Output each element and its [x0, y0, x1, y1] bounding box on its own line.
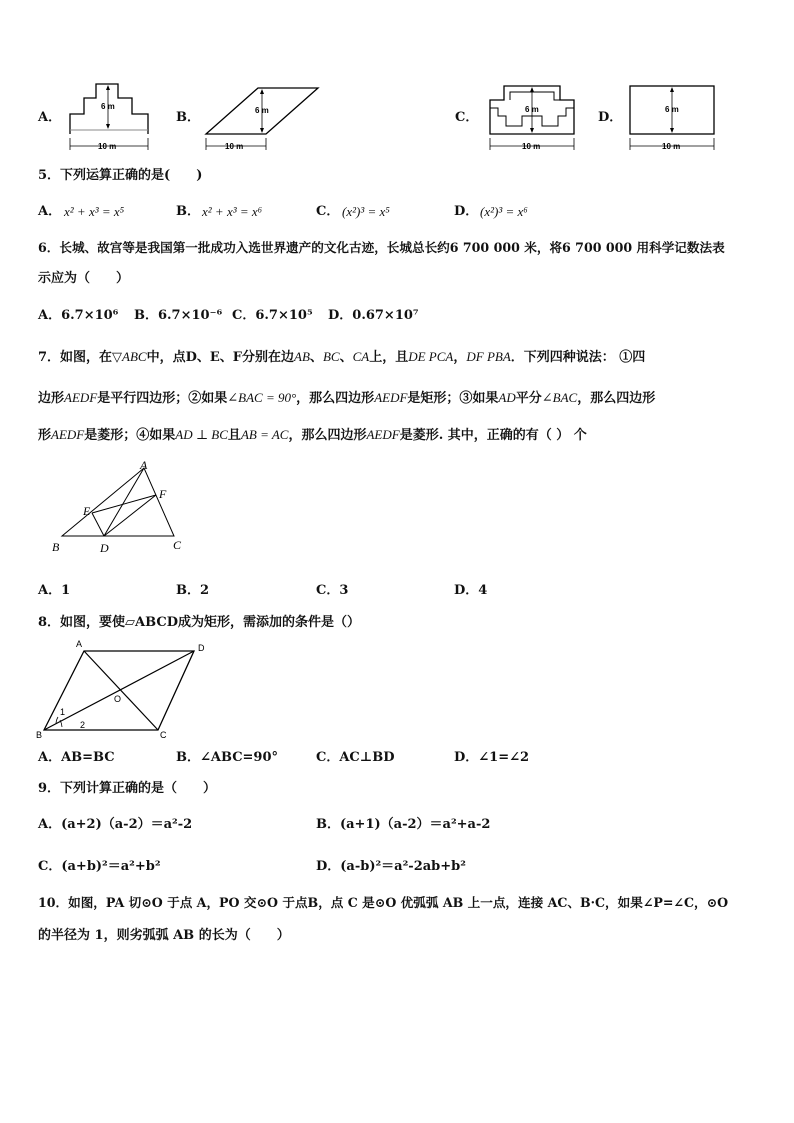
- q8-label-b: B: [36, 730, 43, 740]
- q8-option-b: B．∠ABC=90°: [176, 750, 279, 765]
- q9-option-b: B．(a+1)（a-2）＝a²+a-2: [316, 817, 491, 832]
- q8-label-angle1: 1: [60, 707, 66, 717]
- q4-b-width-label: 10 m: [225, 142, 244, 151]
- q9-option-d: D．(a-b)²＝a²-2ab+b²: [316, 859, 466, 874]
- q8-label-angle2: 2: [80, 720, 86, 730]
- q4-figure-b: [200, 84, 324, 154]
- q7-label-a: A: [140, 458, 148, 472]
- q7-label-f: F: [159, 487, 167, 501]
- q8-label-a: A: [76, 639, 83, 649]
- q4-b-height-label: 6 m: [255, 106, 269, 115]
- q5-option-a: x² + x³ = x⁵: [64, 204, 125, 219]
- q4-d-height-label: 6 m: [665, 105, 679, 114]
- q4-option-a-letter: A．: [38, 110, 62, 125]
- q6-option-b: B．6.7×10⁻⁶: [134, 308, 223, 323]
- q5-option-d: (x²)³ = x⁶: [480, 204, 528, 219]
- q5-stem: 5．下列运算正确的是( ): [38, 168, 203, 183]
- q7-label-e: E: [83, 504, 91, 518]
- q7-label-d: D: [100, 541, 109, 555]
- q5-option-a-letter: A．: [38, 204, 62, 219]
- q8-label-d: D: [198, 643, 205, 653]
- q9-option-c: C．(a+b)²＝a²+b²: [38, 859, 161, 874]
- q4-a-width-label: 10 m: [98, 142, 117, 151]
- q5-option-c-letter: C．: [316, 204, 340, 219]
- q7-option-d: D．4: [454, 583, 488, 598]
- q4-c-width-label: 10 m: [522, 142, 541, 151]
- q9-stem: 9．下列计算正确的是（ ）: [38, 781, 217, 796]
- q8-option-a: A．AB=BC: [38, 750, 115, 765]
- q9-option-a: A．(a+2)（a-2）＝a²-2: [38, 817, 193, 832]
- q4-figure-d: [624, 82, 720, 154]
- q7-label-c: C: [173, 538, 182, 552]
- q10-stem-line2: 的半径为 1，则劣弧弧 AB 的长为（ ）: [38, 928, 290, 943]
- q4-d-width-label: 10 m: [662, 142, 681, 151]
- q8-stem: 8．如图，要使▱ABCD成为矩形，需添加的条件是（）: [38, 615, 360, 630]
- q7-stem-line2: 边形AEDF是平行四边形；②如果∠BAC = 90°，那么四边形AEDF是矩形；③如果AD平分∠BAC，那么四边形: [38, 390, 656, 406]
- q4-option-b-letter: B．: [176, 110, 200, 125]
- q4-a-height-label: 6 m: [101, 102, 115, 111]
- q4-figure-c: [484, 82, 580, 154]
- q8-option-c: C．AC⊥BD: [316, 750, 395, 765]
- q5-option-d-letter: D．: [454, 204, 479, 219]
- q7-option-c: C．3: [316, 583, 349, 598]
- q7-stem-line3: 形AEDF是菱形；④如果AD ⊥ BC且AB = AC，那么四边形AEDF是菱形. 其中，正确的有（ ） 个: [38, 427, 587, 443]
- q6-stem-line1: 6．长城、故宫等是我国第一批成功入选世界遗产的文化古迹，长城总长约6 700 000 米，将6 700 000 用科学记数法表: [38, 240, 725, 255]
- q5-option-b: x² + x³ = x⁶: [202, 204, 263, 219]
- q6-stem-line2: 示应为（ ）: [38, 271, 130, 286]
- q7-stem-line1: 7．如图，在▽ABC中，点D、E、F分别在边AB、BC、CA上，且DE PCA，DF PBA．下列四种说法： ①四: [38, 349, 646, 365]
- q7-option-b: B．2: [176, 583, 210, 598]
- q8-label-o: O: [114, 694, 122, 704]
- q7-label-b: B: [52, 540, 60, 554]
- q7-option-a: A．1: [38, 583, 71, 598]
- q6-option-d: D．0.67×10⁷: [328, 308, 419, 323]
- q6-option-c: C．6.7×10⁵: [232, 308, 313, 323]
- q8-option-d: D．∠1=∠2: [454, 750, 530, 765]
- q4-c-height-label: 6 m: [525, 105, 539, 114]
- q4-option-d-letter: D．: [598, 110, 623, 125]
- q8-label-c: C: [160, 730, 167, 740]
- q4-option-c-letter: C．: [455, 110, 479, 125]
- q5-option-c: (x²)³ = x⁵: [342, 204, 390, 219]
- q7-triangle-figure: [48, 458, 198, 558]
- q10-stem-line1: 10．如图，PA 切⊙O 于点 A，PO 交⊙O 于点B，点 C 是⊙O 优弧弧 AB 上一点，连接 AC、B·C，如果∠P=∠C，⊙O: [38, 895, 729, 910]
- q4-figure-a: [62, 80, 158, 156]
- q6-option-a: A．6.7×10⁶: [38, 308, 119, 323]
- q8-parallelogram-figure: [36, 638, 216, 742]
- q5-option-b-letter: B．: [176, 204, 200, 219]
